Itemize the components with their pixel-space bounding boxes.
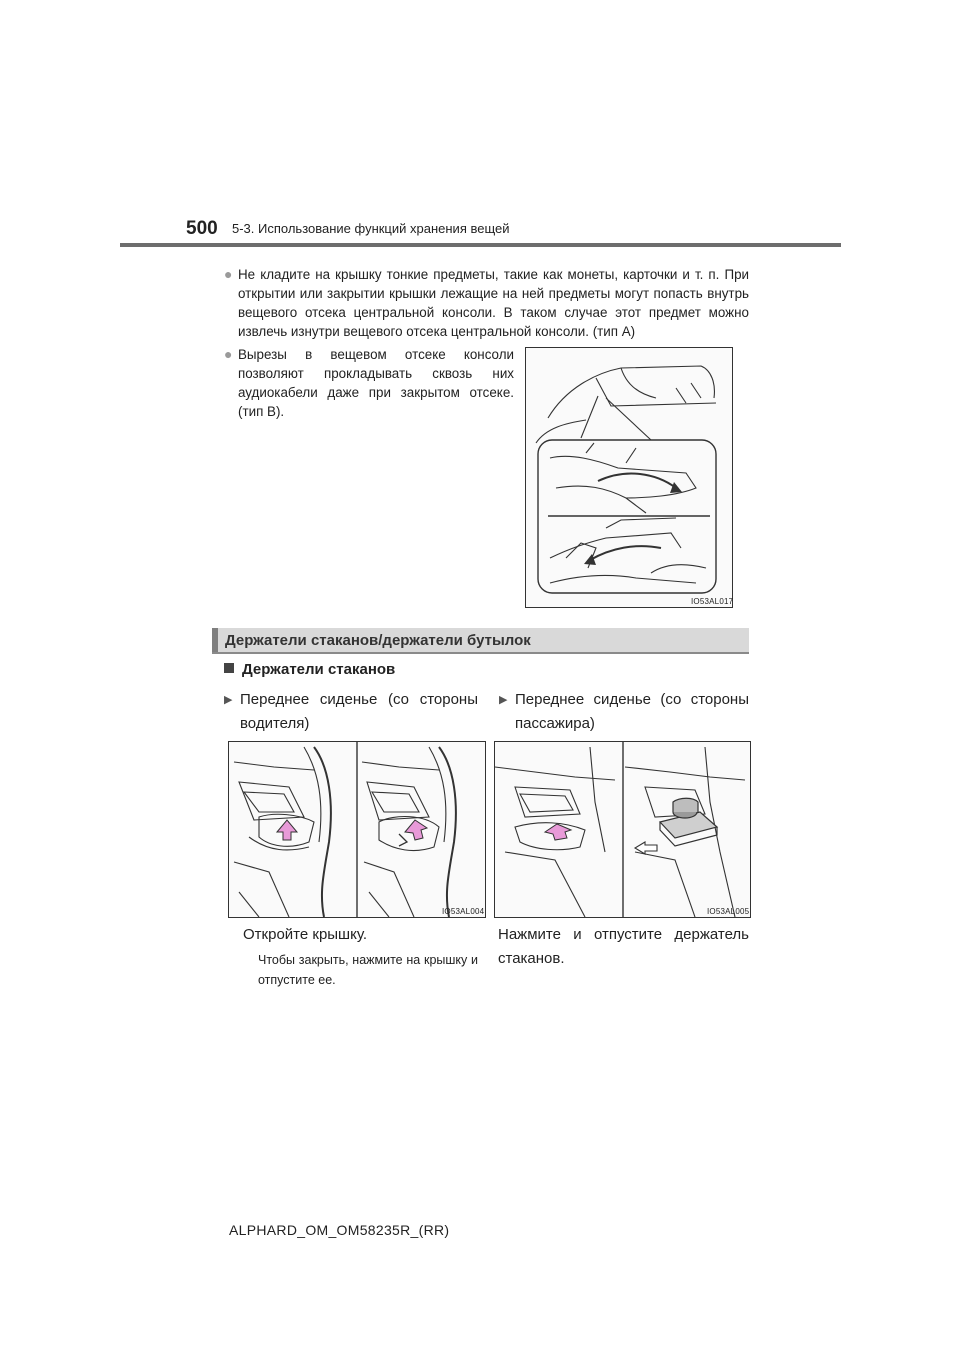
column-heading-text: Переднее сиденье (со стороны водителя) bbox=[240, 691, 478, 732]
driver-cupholder-figure bbox=[228, 741, 486, 918]
subsection-label: Держатели стаканов bbox=[242, 661, 396, 678]
figure-code: IO53AL017 bbox=[691, 597, 734, 606]
column-heading-right bbox=[499, 688, 749, 736]
bullet-item bbox=[224, 265, 749, 341]
document-id: ALPHARD_OM_OM58235R_(RR) bbox=[229, 1222, 450, 1238]
passenger-cupholder-figure bbox=[494, 741, 751, 918]
driver-cupholder-illustration bbox=[229, 742, 485, 917]
right-caption: Нажмите и отпустите держатель стаканов. bbox=[498, 926, 749, 967]
passenger-cupholder-illustration bbox=[495, 742, 750, 917]
triangle-bullet-icon: ▶ bbox=[224, 694, 233, 706]
section-marker bbox=[212, 628, 218, 652]
column-heading-left bbox=[224, 688, 478, 736]
bullet-dot-icon: ● bbox=[224, 266, 233, 282]
figure-code: IO53AL004 bbox=[442, 907, 485, 916]
bullet-dot-icon: ● bbox=[224, 346, 233, 362]
section-title: Держатели стаканов/держатели бутылок bbox=[225, 632, 531, 649]
page-number: 500 bbox=[186, 218, 218, 239]
header-rule bbox=[120, 243, 841, 247]
section-path: 5-3. Использование функций хранения вещей bbox=[232, 221, 510, 236]
left-note: Чтобы закрыть, нажмите на крышку и отпустите ее. bbox=[258, 953, 478, 987]
section-header bbox=[212, 628, 749, 654]
subsection-title bbox=[224, 661, 395, 678]
bullet-item bbox=[224, 345, 514, 421]
triangle-bullet-icon: ▶ bbox=[499, 694, 508, 706]
square-bullet-icon bbox=[224, 663, 234, 673]
column-heading-text: Переднее сиденье (со стороны пассажира) bbox=[515, 691, 749, 732]
figure-code: IO53AL005 bbox=[707, 907, 750, 916]
bullet-text: Вырезы в вещевом отсеке консоли позволяют прокладывать сквозь них аудиокабели даже при закрытом отсеке. (тип B). bbox=[238, 347, 514, 419]
bullet-text: Не кладите на крышку тонкие предметы, такие как монеты, карточки и т. п. При открытии или закрытии крышки лежащие на ней предметы могут попасть внутрь вещевого отсека центральной консоли. В таком случае этот предмет можно извлечь изнутри вещевого отсека центральной консоли. (тип А) bbox=[238, 267, 749, 339]
console-cutout-figure bbox=[525, 347, 733, 608]
left-caption: Откройте крышку. bbox=[243, 926, 367, 943]
console-illustration bbox=[526, 348, 732, 607]
